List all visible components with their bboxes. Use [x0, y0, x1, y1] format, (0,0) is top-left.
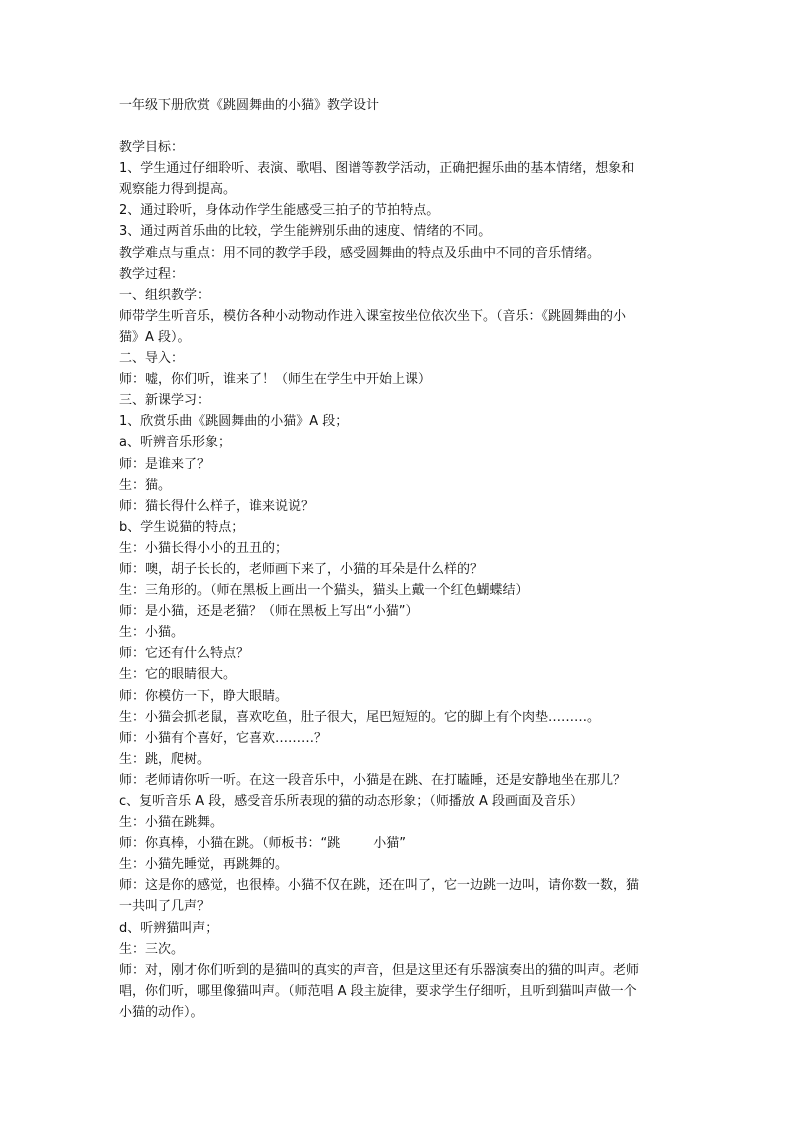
text-line: 三、新课学习：	[119, 393, 211, 409]
text-line: 师带学生听音乐，模仿各种小动物动作进入课室按坐位依次坐下。（音乐：《跳圆舞曲的小	[119, 308, 627, 324]
text-line: 3、通过两首乐曲的比较，学生能辨别乐曲的速度、情绪的不同。	[119, 224, 492, 240]
text-line: 师：小猫有个喜好，它喜欢………？	[119, 730, 328, 746]
text-line: 猫》A 段）。	[119, 329, 191, 345]
text-line: 小猫的动作）。	[119, 1004, 204, 1020]
text-line: 生：猫。	[119, 477, 172, 493]
text-line: 教学目标：	[119, 140, 185, 156]
text-line: 生：跳，爬树。	[119, 751, 211, 767]
text-line: 师：这是你的感觉，也很棒。小猫不仅在跳，还在叫了，它一边跳一边叫，请你数一数，猫	[119, 878, 640, 894]
text-line: 师：是谁来了？	[119, 456, 211, 472]
text-line: 教学难点与重点：用不同的教学手段，感受圆舞曲的特点及乐曲中不同的音乐情绪。	[119, 245, 601, 261]
text-line: 生：三角形的。（师在黑板上画出一个猫头，猫头上戴一个红色蝴蝶结）	[119, 583, 529, 599]
document-body	[119, 95, 679, 1023]
text-line: 师：你模仿一下，睁大眼睛。	[119, 688, 289, 704]
text-line: 师：对，刚才你们听到的是猫叫的真实的声音，但是这里还有乐器演奏出的猫的叫声。老师	[119, 962, 640, 978]
document-title: 一年级下册欣赏《跳圆舞曲的小猫》教学设计	[119, 98, 380, 113]
text-line: 二、导入：	[119, 351, 185, 367]
text-line: 唱，你们听，哪里像猫叫声。（师范唱 A 段主旋律，要求学生仔细听，且听到猫叫声做一个	[119, 983, 637, 999]
text-line: 观察能力得到提高。	[119, 182, 237, 198]
text-line: 师：你真棒，小猫在跳。（师板书：“跳 小猫”	[119, 836, 407, 852]
text-line: 一共叫了几声？	[119, 899, 211, 915]
text-line: 师：它还有什么特点？	[119, 646, 250, 662]
text-line: 生：小猫。	[119, 625, 185, 641]
text-line: 生：它的眼睛很大。	[119, 667, 237, 683]
text-line: 2、通过聆听，身体动作学生能感受三拍子的节拍特点。	[119, 203, 440, 219]
text-line: 1、欣赏乐曲《跳圆舞曲的小猫》A 段；	[119, 414, 349, 430]
text-line: 师：是小猫，还是老猫？（师在黑板上写出“小猫”）	[119, 604, 419, 620]
text-line: 生：小猫长得小小的丑丑的；	[119, 540, 289, 556]
text-line: 师：噢，胡子长长的，老师画下来了，小猫的耳朵是什么样的？	[119, 561, 484, 577]
text-line: 生：小猫在跳舞。	[119, 815, 224, 831]
text-line: b、学生说猫的特点；	[119, 519, 245, 535]
text-line: 教学过程：	[119, 266, 185, 282]
text-line: 1、学生通过仔细聆听、表演、歌唱、图谱等教学活动，正确把握乐曲的基本情绪，想象和	[119, 161, 635, 177]
text-line: 一、组织教学：	[119, 287, 211, 303]
text-line: d、听辨猫叫声；	[119, 920, 219, 936]
text-line: c、复听音乐 A 段，感受音乐所表现的猫的动态形象；（师播放 A 段画面及音乐）	[119, 794, 583, 809]
text-line: 师：嘘，你们听，谁来了！（师生在学生中开始上课）	[119, 372, 432, 388]
text-line: 师：老师请你听一听。在这一段音乐中，小猫是在跳、在打瞌睡，还是安静地坐在那儿？	[119, 772, 627, 788]
text-line: 师：猫长得什么样子，谁来说说？	[119, 498, 315, 514]
text-line: a、听辨音乐形象；	[119, 435, 231, 451]
text-line: 生：三次。	[119, 941, 185, 957]
text-line: 生：小猫会抓老鼠，喜欢吃鱼，肚子很大，尾巴短短的。它的脚上有个肉垫………。	[119, 709, 601, 725]
text-line: 生：小猫先睡觉，再跳舞的。	[119, 857, 289, 873]
